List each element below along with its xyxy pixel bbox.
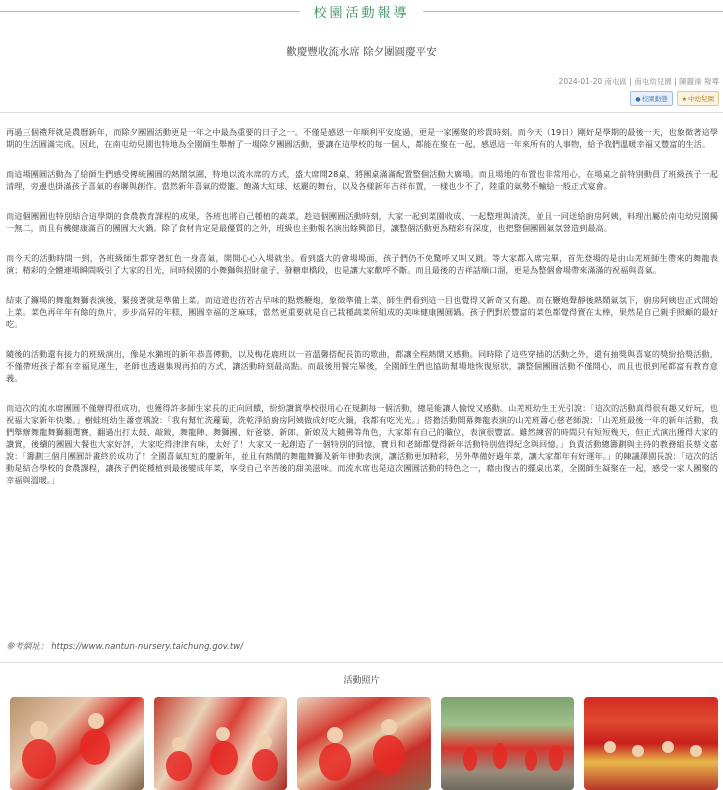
photo-thumbnail[interactable] xyxy=(297,697,431,790)
photo-gallery xyxy=(10,697,718,790)
tag-icon: ● xyxy=(635,96,641,103)
article-title: 歡慶豐收流水席 除夕團圓慶平安 xyxy=(286,46,437,58)
tag-list xyxy=(630,91,719,106)
article-meta: 2024-01-20 南屯區 | 南屯幼兒園 | 陳麗溱 報導 xyxy=(558,77,719,86)
reference-label: 參考網址： xyxy=(6,642,49,652)
tag-label: 校園動態 xyxy=(641,95,668,103)
paragraph: 而這場團圓活動為了給師生們感受傳統團圓的熱鬧氛圍，特地以流水席的方式，盛大席開28桌，將團桌滿滿配置整個活動大廣場。而且場地的布置也非常用心，在場桌之前特別動員了班級孩子一起清理，旁邊也掛滿孩子喜氣的春聯與創作。當然新年喜氣的燈籠、飽滿大紅球、炫麗的舞台，以及各樣新年吉祥布置，一樣也少不了，陸重的氣勢不輸給一般正式宴會。 xyxy=(6,169,718,191)
reference xyxy=(6,640,243,652)
divider xyxy=(0,662,723,663)
paragraph: 結束了鑼場的舞龍舞獅表演後，緊接著就是準備上菜。而這道也彷若古早味的點燃鞭炮，象徵準備上菜，師生們看到這一目也覺得又新奇又有趣。而在鞭炮聲靜後熱鬧氣氛下，廚房阿姨也正式開始上菜。菜色再年年有餘的魚片，步步高昇的年糕，團圓幸福的芝麻球，當然更重要就是自己栽種蔬菜所組成的美味健康團圓鍋。孩子們對於豐富的菜色都覺得賣在太棒，果然是自己親手照顧的最好吃。 xyxy=(6,295,718,329)
tag-label: 中幼兒園 xyxy=(688,95,714,103)
paragraph: 而今天的活動時間一到，各班級師生都穿著紅色一身喜氣，開開心心入場就坐。看到盛大的會場場面，孩子們仍不免驚呼又叫又跳。等大家都入席完畢，首先登場的是由山羌班師生帶來的舞龍表演；精彩的全體連場瞬間吸引了大家的目光，同時候園的小舞獅與招財童子、發糖車橋段，也是讓大家歡呼不斷。而且最後的吉祥話順口溜，更是為整個會場帶來滿滿的祝福與喜氣。 xyxy=(6,253,718,275)
photo-thumbnail[interactable] xyxy=(10,697,144,790)
photo-thumbnail[interactable] xyxy=(584,697,718,790)
paragraph: 而這次的流水席團圓不僅辦得很成功，也獲得許多師生家長的正向回饋，紛紛讚賞學校很用心在規劃每一個活動，總是能讓人愉悅又感動。山羌班幼生王光引說：「這次的活動真得很有趣又好玩，也祝福大家新年快樂。」樹蛙班幼生蕭壹瑀說：「我有幫忙洗蘿蔔，洗乾淨給廚房阿姨做成好吃火鍋，我都有吃光光。」搭擔活動開幕舞龍表演的山羌班蕭心慈老師說：「山羌班最後一年的新年活動，我們舉辦舞龍舞獅翻選賽，翻過出打太鼓、敲鈸，舞龍陣、舞獅團、好爸婆、新郎、新娘及大隨佛等角色，大家都有自己的職位，表演很豐富。雖然練習的時間只有短短幾天，但正式演出獲得大家的讚賞，後續的團圓大餐也大家好評，大家吃得津津有味，太好了！大家又一起創造了一個特別的回憶，寶貝和老師都覺得新年活動特別值得紀念與回憶。」負責活動總籌劃與主持的教務組長蔡文嘉說：「籌劃三個月團圓計畫終於成功了！全園喜氣紅紅的慶新年，並且有熱鬧的舞龍舞獅及新年律動表演，讓活動更加精彩，另外準備好過年菜，讓大家都年有好運年。」的陳議澤園長說：「這次的活動是結合學校的食農課程，讓孩子們從種植到最後變成年菜，享受自己辛苦後的甜美滋味。而流水席也是這次團圓活動的特色之一，藉由復古的擺桌出菜，全園師生凝聚在一起，感受一家人團聚的幸福與溫暖。」 xyxy=(6,403,718,485)
reference-link[interactable]: https://www.nantun-nursery.taichung.gov.tw/ xyxy=(51,642,243,652)
tag-icon: ★ xyxy=(681,96,687,103)
tag-campus-news[interactable] xyxy=(630,91,672,106)
section-header xyxy=(0,0,723,22)
photo-thumbnail[interactable] xyxy=(441,697,575,790)
tag-kindergarten[interactable] xyxy=(677,91,719,106)
paragraph: 再過三個禮拜就是農曆新年，而除夕團圓活動更是一年之中最為重要的日子之一。不僅是感恩一年順利平安度過，更是一家團聚的珍貴時刻。而今天（19日）剛好是學期的最後一天，也象徵著這學期的生活圓滿完成。因此，在南屯幼兒園也特地為全園師生舉辦了一場除夕團圓活動，要讓在這學校的每一個人，都能在聚在一起，感恩這一年來所有的人事物，給予我們溫暖幸福又豐富的生活。 xyxy=(6,127,718,149)
photos-title: 活動照片 xyxy=(343,676,380,686)
article-body xyxy=(6,126,718,504)
section-title: 校園活動報導 xyxy=(305,2,417,21)
photo-thumbnail[interactable] xyxy=(154,697,288,790)
divider xyxy=(0,112,723,113)
paragraph: 隨後的活動還有接力的班級演出，像是水獺班的新年恭喜傳動，以及梅花鹿班以一首溫馨搭配長笛的歌曲，都讓全程熱鬧又感動。同時除了這些穿插的活動之外，還有抽獎與喜宴的獎紛拾獎活動，不僅帶班孩子都有幸福見運生，老師也透過集現再拍的方式，讓活動時刻最高點。而最後用餐完畢後，全園師生們也協助幫場地恢復原狀，讓整個團圓活動不僅開心，而且也很到尾都富有教育意義。 xyxy=(6,349,718,383)
paragraph: 而這個團圓也特別結合這學期的食農教育課程的成果，各班也將自己種植的蔬菜，趁這個團圓活動時刻，大家一起到菜園收成、一起整理與清洗，並且一同送給廚房阿姨，料理出屬於南屯幼兒園獨一無二，而且有機健康滿百的團圓大火鍋。除了食材肯定是最優質的之外，班級也主動報名演出餘興節目，讓整個活動更為精彩有深度，也把整個團圓氣氛營造到最高。 xyxy=(6,211,718,233)
